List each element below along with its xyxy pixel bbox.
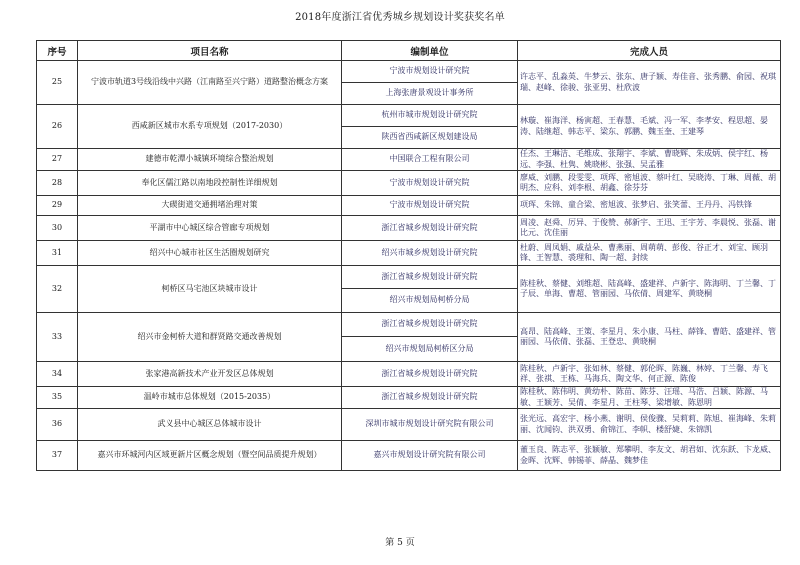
awards-table xyxy=(36,40,781,471)
team-members: 项珲、朱锦、童合梁、密旭波、张梦启、张笑蕾、王丹丹、冯铁锋 xyxy=(518,196,781,216)
compiling-unit: 浙江省城乡规划设计研究院 xyxy=(342,216,518,241)
project-name: 温岭市城市总体规划（2015-2035） xyxy=(78,387,342,409)
project-name: 宁波市轨道3号线沿线中兴路（江南路至兴宁路）道路整治概念方案 xyxy=(78,61,342,105)
row-number: 33 xyxy=(37,313,78,362)
table-row xyxy=(37,196,781,216)
row-number: 27 xyxy=(37,149,78,171)
project-name: 奉化区儒江路以南地段控制性详细规划 xyxy=(78,171,342,196)
table-row xyxy=(37,409,781,441)
header-unit: 编制单位 xyxy=(342,41,518,61)
compiling-unit: 绍兴市城乡规划设计研究院 xyxy=(342,241,518,266)
table-row xyxy=(37,362,781,387)
row-number: 32 xyxy=(37,266,78,313)
compiling-unit: 绍兴市规划局柯桥分局 xyxy=(342,289,518,313)
compiling-unit: 浙江省城乡规划设计研究院 xyxy=(342,387,518,409)
team-members: 廖威、刘鹏、段雯雯、项珲、密旭波、蔡叶红、吴晓涛、丁琳、周薇、胡明杰、应科、刘李根、胡鑫、徐芬芬 xyxy=(518,171,781,196)
compiling-unit: 宁波市规划设计研究院 xyxy=(342,171,518,196)
row-number: 31 xyxy=(37,241,78,266)
compiling-unit: 上海张唐景观设计事务所 xyxy=(342,83,518,105)
header-people: 完成人员 xyxy=(518,41,781,61)
compiling-unit: 中国联合工程有限公司 xyxy=(342,149,518,171)
compiling-unit: 绍兴市规划局柯桥区分局 xyxy=(342,337,518,362)
compiling-unit: 宁波市规划设计研究院 xyxy=(342,196,518,216)
project-name: 嘉兴市环城河内区域更新片区概念规划（暨空间品质提升规划） xyxy=(78,441,342,471)
team-members: 陈桂秋、陈伟明、黄幼朴、陈苗、陈芬、汪瑶、马浩、吕颖、陈源、马敏、王颖芳、吴倩、李星月、王柱琴、梁增敏、陈恩明 xyxy=(518,387,781,409)
project-name: 绍兴市金柯桥大道和群贤路交通改善规划 xyxy=(78,313,342,362)
row-number: 26 xyxy=(37,105,78,149)
row-number: 25 xyxy=(37,61,78,105)
compiling-unit: 陕西省西咸新区规划建设局 xyxy=(342,127,518,149)
project-name: 柯桥区马宅池区块城市设计 xyxy=(78,266,342,313)
page-number: 第 5 页 xyxy=(385,538,415,548)
table-header-row xyxy=(37,41,781,61)
table-row xyxy=(37,266,781,289)
compiling-unit: 浙江省城乡规划设计研究院 xyxy=(342,266,518,289)
project-name: 武义县中心城区总体城市设计 xyxy=(78,409,342,441)
table-row xyxy=(37,216,781,241)
project-name: 平湖市中心城区综合管廊专项规划 xyxy=(78,216,342,241)
team-members: 董玉良、陈志平、张颖敏、郑攀明、李友文、胡君如、沈东跃、卞龙威、金晖、沈辉、韩锡菲、薛晶、魏梦佳 xyxy=(518,441,781,471)
row-number: 30 xyxy=(37,216,78,241)
compiling-unit: 浙江省城乡规划设计研究院 xyxy=(342,362,518,387)
table-row xyxy=(37,171,781,196)
team-members: 张光远、高宏宇、杨小燕、谢明、侯俊骤、吴莉莉、陈旭、崔海峰、朱莉丽、沈闻钧、洪双勇、俞锦江、李帜、楼舒婕、朱锦凯 xyxy=(518,409,781,441)
row-number: 35 xyxy=(37,387,78,409)
team-members: 陈桂秋、蔡健、刘维超、陆高峰、盛建祥、卢新宇、陈海明、丁兰馨、丁子辰、单海、曹超、管丽园、马依倩、周建军、黄晓桐 xyxy=(518,266,781,313)
table-row xyxy=(37,441,781,471)
team-members: 许志平、乱淼英、牛梦云、张东、唐子颖、寿佳音、张秀鹏、俞园、祝琪瑞、赵峰、徐骏、张亚男、杜欣波 xyxy=(518,61,781,105)
header-num: 序号 xyxy=(37,41,78,61)
table-row xyxy=(37,387,781,409)
compiling-unit: 浙江省城乡规划设计研究院 xyxy=(342,313,518,337)
team-members: 林璇、崔海洋、杨寅超、王春慧、毛斌、冯一军、李孝安、程思超、晏涛、陆继超、韩志平、梁东、郭鹏、魏玉奎、王建琴 xyxy=(518,105,781,149)
project-name: 建德市乾潭小城镇环境综合整治规划 xyxy=(78,149,342,171)
table-row xyxy=(37,241,781,266)
team-members: 陈桂秋、卢新宇、张如林、蔡健、郭伦晖、陈巍、林婷、丁兰馨、寿飞祥、张祺、王栋、马海兵、陶文华、何正源、陈俊 xyxy=(518,362,781,387)
project-name: 张家港高新技术产业开发区总体规划 xyxy=(78,362,342,387)
row-number: 34 xyxy=(37,362,78,387)
compiling-unit: 杭州市城市规划设计研究院 xyxy=(342,105,518,127)
row-number: 29 xyxy=(37,196,78,216)
compiling-unit: 宁波市规划设计研究院 xyxy=(342,61,518,83)
compiling-unit: 嘉兴市规划设计研究院有限公司 xyxy=(342,441,518,471)
project-name: 绍兴中心城市社区生活圈规划研究 xyxy=(78,241,342,266)
team-members: 高昂、陆高峰、王策、李星月、朱小康、马柱、薛锋、曹皓、盛建祥、管丽园、马依倩、张磊、王登忠、黄晓桐 xyxy=(518,313,781,362)
table-row xyxy=(37,61,781,83)
row-number: 36 xyxy=(37,409,78,441)
compiling-unit: 深圳市城市规划设计研究院有限公司 xyxy=(342,409,518,441)
table-row xyxy=(37,313,781,337)
table-row xyxy=(37,105,781,127)
team-members: 杜蔚、周凤娟、戚益朵、曹燕丽、周萌萌、彭俊、谷正才、刘宝、顾羽锋、王智慧、裘理和、陶一超、封续 xyxy=(518,241,781,266)
team-members: 周凌、赵舜、厉异、于俊赞、郝新宇、王迅、王宇芳、李晨悦、张磊、谢比元、沈佳丽 xyxy=(518,216,781,241)
document-title: 2018年度浙江省优秀城乡规划设计奖获奖名单 xyxy=(295,12,505,23)
header-project: 项目名称 xyxy=(78,41,342,61)
table-row xyxy=(37,149,781,171)
project-name: 西咸新区城市水系专项规划（2017-2030） xyxy=(78,105,342,149)
row-number: 37 xyxy=(37,441,78,471)
team-members: 任杰、王琳洁、毛维成、张翔宇、李斌、曹晓辉、朱成炳、侯宇红、杨远、李强、杜隽、姚晓彬、张强、吴孟雅 xyxy=(518,149,781,171)
row-number: 28 xyxy=(37,171,78,196)
project-name: 大碶街道交通拥堵治理对策 xyxy=(78,196,342,216)
